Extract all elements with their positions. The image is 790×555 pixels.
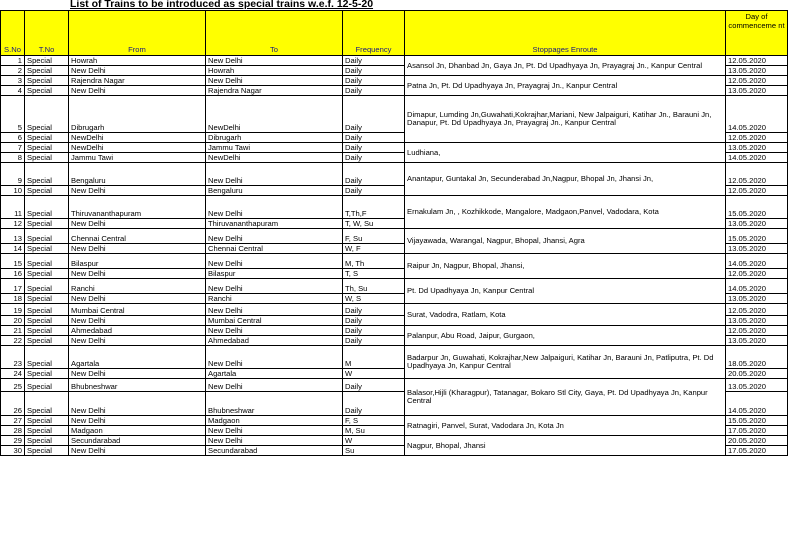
cell-frequency: Daily xyxy=(343,163,405,186)
cell-from: Jammu Tawi xyxy=(69,153,206,163)
cell-frequency: Daily xyxy=(343,153,405,163)
cell-frequency: Daily xyxy=(343,316,405,326)
cell-commencement: 14.05.2020 xyxy=(726,279,788,294)
cell-tno: Special xyxy=(25,346,69,369)
cell-tno: Special xyxy=(25,294,69,304)
cell-from: Thiruvananthapuram xyxy=(69,196,206,219)
cell-sno: 4 xyxy=(1,86,25,96)
cell-to: Ahmedabad xyxy=(206,336,343,346)
cell-stoppages: Ludhiana, xyxy=(405,143,726,163)
document-title: List of Trains to be introduced as special trains w.e.f. 12-5-20 xyxy=(70,0,374,10)
cell-sno: 24 xyxy=(1,369,25,379)
cell-to: New Delhi xyxy=(206,196,343,219)
cell-frequency: F, Su xyxy=(343,229,405,244)
cell-commencement: 15.05.2020 xyxy=(726,416,788,426)
col-header-tno: T.No xyxy=(25,11,69,56)
cell-sno: 3 xyxy=(1,76,25,86)
cell-to: Howrah xyxy=(206,66,343,76)
cell-tno: Special xyxy=(25,269,69,279)
cell-stoppages: Patna Jn, Pt. Dd Upadhyaya Jn, Prayagraj Jn., Kanpur Central xyxy=(405,76,726,96)
cell-to: Jammu Tawi xyxy=(206,143,343,153)
cell-from: Howrah xyxy=(69,56,206,66)
cell-sno: 30 xyxy=(1,446,25,456)
cell-frequency: Su xyxy=(343,446,405,456)
cell-to: New Delhi xyxy=(206,304,343,316)
col-header-to: To xyxy=(206,11,343,56)
cell-from: New Delhi xyxy=(69,294,206,304)
cell-sno: 15 xyxy=(1,254,25,269)
cell-frequency: Daily xyxy=(343,326,405,336)
cell-from: Dibrugarh xyxy=(69,96,206,133)
cell-frequency: Daily xyxy=(343,86,405,96)
table-row xyxy=(1,326,788,336)
cell-from: New Delhi xyxy=(69,86,206,96)
cell-from: New Delhi xyxy=(69,316,206,326)
cell-frequency: Th, Su xyxy=(343,279,405,294)
cell-from: Bengaluru xyxy=(69,163,206,186)
cell-from: Mumbai Central xyxy=(69,304,206,316)
cell-from: New Delhi xyxy=(69,219,206,229)
cell-to: New Delhi xyxy=(206,346,343,369)
train-table-container xyxy=(0,10,790,456)
table-row xyxy=(1,379,788,392)
cell-sno: 29 xyxy=(1,436,25,446)
train-table xyxy=(0,10,788,456)
cell-stoppages: Ernakulam Jn, , Kozhikkode, Mangalore, Madgaon,Panvel, Vadodara, Kota xyxy=(405,196,726,229)
cell-frequency: T, W, Su xyxy=(343,219,405,229)
table-row xyxy=(1,436,788,446)
cell-to: New Delhi xyxy=(206,426,343,436)
cell-to: Madgaon xyxy=(206,416,343,426)
cell-from: Ranchi xyxy=(69,279,206,294)
cell-tno: Special xyxy=(25,254,69,269)
cell-frequency: W, S xyxy=(343,294,405,304)
cell-commencement: 12.05.2020 xyxy=(726,269,788,279)
cell-sno: 10 xyxy=(1,186,25,196)
cell-stoppages: Badarpur Jn, Guwahati, Kokrajhar,New Jalpaiguri, Katihar Jn, Barauni Jn, Patliputra, Pt. Dd Upadhyaya Jn, Kanpur Central xyxy=(405,346,726,379)
cell-sno: 14 xyxy=(1,244,25,254)
cell-stoppages: Balasor,Hijli (Kharagpur), Tatanagar, Bokaro Stl City, Gaya, Pt. Dd Upadhyaya Jn, Kanpur Central xyxy=(405,379,726,416)
cell-to: New Delhi xyxy=(206,229,343,244)
cell-tno: Special xyxy=(25,426,69,436)
cell-stoppages: Asansol Jn, Dhanbad Jn, Gaya Jn, Pt. Dd Upadhyaya Jn, Prayagraj Jn., Kanpur Central xyxy=(405,56,726,76)
cell-tno: Special xyxy=(25,133,69,143)
cell-frequency: Daily xyxy=(343,336,405,346)
table-row xyxy=(1,229,788,244)
col-header-sno: S.No xyxy=(1,11,25,56)
cell-sno: 1 xyxy=(1,56,25,66)
cell-sno: 12 xyxy=(1,219,25,229)
cell-frequency: Daily xyxy=(343,379,405,392)
cell-tno: Special xyxy=(25,196,69,219)
cell-sno: 16 xyxy=(1,269,25,279)
cell-from: Agartala xyxy=(69,346,206,369)
cell-frequency: Daily xyxy=(343,392,405,416)
table-row xyxy=(1,304,788,316)
cell-tno: Special xyxy=(25,436,69,446)
cell-frequency: W, F xyxy=(343,244,405,254)
cell-commencement: 13.05.2020 xyxy=(726,244,788,254)
cell-sno: 20 xyxy=(1,316,25,326)
cell-sno: 27 xyxy=(1,416,25,426)
cell-stoppages: Pt. Dd Upadhyaya Jn, Kanpur Central xyxy=(405,279,726,304)
cell-commencement: 12.05.2020 xyxy=(726,56,788,66)
cell-commencement: 20.05.2020 xyxy=(726,369,788,379)
cell-frequency: Daily xyxy=(343,66,405,76)
cell-from: New Delhi xyxy=(69,336,206,346)
cell-tno: Special xyxy=(25,219,69,229)
cell-from: NewDelhi xyxy=(69,143,206,153)
table-row xyxy=(1,143,788,153)
cell-to: Bilaspur xyxy=(206,269,343,279)
cell-frequency: M xyxy=(343,346,405,369)
cell-frequency: W xyxy=(343,369,405,379)
cell-frequency: F, S xyxy=(343,416,405,426)
header-row xyxy=(1,11,788,56)
cell-tno: Special xyxy=(25,279,69,294)
cell-commencement: 13.05.2020 xyxy=(726,336,788,346)
table-row xyxy=(1,76,788,86)
cell-to: Dibrugarh xyxy=(206,133,343,143)
cell-sno: 22 xyxy=(1,336,25,346)
cell-to: New Delhi xyxy=(206,163,343,186)
cell-to: Bhubneshwar xyxy=(206,392,343,416)
cell-frequency: W xyxy=(343,436,405,446)
cell-commencement: 14.05.2020 xyxy=(726,254,788,269)
cell-sno: 11 xyxy=(1,196,25,219)
cell-tno: Special xyxy=(25,316,69,326)
cell-to: Mumbai Central xyxy=(206,316,343,326)
cell-tno: Special xyxy=(25,326,69,336)
cell-to: New Delhi xyxy=(206,76,343,86)
cell-from: New Delhi xyxy=(69,244,206,254)
cell-tno: Special xyxy=(25,143,69,153)
cell-commencement: 17.05.2020 xyxy=(726,446,788,456)
cell-to: Secundarabad xyxy=(206,446,343,456)
cell-to: Agartala xyxy=(206,369,343,379)
cell-to: NewDelhi xyxy=(206,96,343,133)
cell-frequency: T,Th,F xyxy=(343,196,405,219)
table-row xyxy=(1,163,788,186)
cell-from: New Delhi xyxy=(69,369,206,379)
cell-commencement: 18.05.2020 xyxy=(726,346,788,369)
cell-commencement: 12.05.2020 xyxy=(726,133,788,143)
cell-commencement: 12.05.2020 xyxy=(726,304,788,316)
cell-from: Ahmedabad xyxy=(69,326,206,336)
cell-from: Chennai Central xyxy=(69,229,206,244)
cell-commencement: 13.05.2020 xyxy=(726,316,788,326)
cell-sno: 21 xyxy=(1,326,25,336)
cell-tno: Special xyxy=(25,416,69,426)
cell-commencement: 14.05.2020 xyxy=(726,153,788,163)
cell-tno: Special xyxy=(25,244,69,254)
cell-sno: 28 xyxy=(1,426,25,436)
cell-stoppages: Anantapur, Guntakal Jn, Secunderabad Jn,Nagpur, Bhopal Jn, Jhansi Jn, xyxy=(405,163,726,196)
cell-sno: 18 xyxy=(1,294,25,304)
table-body xyxy=(1,56,788,456)
cell-from: New Delhi xyxy=(69,269,206,279)
cell-sno: 26 xyxy=(1,392,25,416)
table-row xyxy=(1,56,788,66)
cell-stoppages: Dimapur, Lumding Jn,Guwahati,Kokrajhar,Mariani, New Jalpaiguri, Katihar Jn., Barauni Jn, Danapur, Pt. Dd Upadhyaya Jn, Prayagraj Jn., Kanpur Central xyxy=(405,96,726,143)
cell-to: New Delhi xyxy=(206,279,343,294)
cell-from: Madgaon xyxy=(69,426,206,436)
cell-stoppages: Palanpur, Abu Road, Jaipur, Gurgaon, xyxy=(405,326,726,346)
cell-commencement: 14.05.2020 xyxy=(726,96,788,133)
cell-from: New Delhi xyxy=(69,416,206,426)
cell-tno: Special xyxy=(25,304,69,316)
cell-commencement: 15.05.2020 xyxy=(726,196,788,219)
cell-frequency: Daily xyxy=(343,186,405,196)
cell-commencement: 13.05.2020 xyxy=(726,379,788,392)
table-row xyxy=(1,254,788,269)
cell-from: Secundarabad xyxy=(69,436,206,446)
cell-from: NewDelhi xyxy=(69,133,206,143)
cell-to: New Delhi xyxy=(206,56,343,66)
cell-from: New Delhi xyxy=(69,66,206,76)
cell-frequency: M, Th xyxy=(343,254,405,269)
cell-stoppages: Ratnagiri, Panvel, Surat, Vadodara Jn, Kota Jn xyxy=(405,416,726,436)
cell-frequency: Daily xyxy=(343,304,405,316)
cell-frequency: Daily xyxy=(343,56,405,66)
cell-commencement: 14.05.2020 xyxy=(726,392,788,416)
cell-commencement: 13.05.2020 xyxy=(726,66,788,76)
cell-tno: Special xyxy=(25,96,69,133)
cell-sno: 19 xyxy=(1,304,25,316)
cell-commencement: 12.05.2020 xyxy=(726,163,788,186)
cell-tno: Special xyxy=(25,163,69,186)
cell-commencement: 20.05.2020 xyxy=(726,436,788,446)
cell-stoppages: Surat, Vadodra, Ratlam, Kota xyxy=(405,304,726,326)
cell-sno: 23 xyxy=(1,346,25,369)
cell-tno: Special xyxy=(25,56,69,66)
cell-tno: Special xyxy=(25,369,69,379)
cell-to: Bengaluru xyxy=(206,186,343,196)
cell-frequency: M, Su xyxy=(343,426,405,436)
cell-to: Rajendra Nagar xyxy=(206,86,343,96)
cell-tno: Special xyxy=(25,76,69,86)
cell-to: New Delhi xyxy=(206,436,343,446)
cell-commencement: 13.05.2020 xyxy=(726,143,788,153)
cell-from: New Delhi xyxy=(69,186,206,196)
cell-sno: 5 xyxy=(1,96,25,133)
cell-frequency: Daily xyxy=(343,96,405,133)
cell-sno: 17 xyxy=(1,279,25,294)
cell-from: New Delhi xyxy=(69,392,206,416)
cell-tno: Special xyxy=(25,229,69,244)
cell-to: Chennai Central xyxy=(206,244,343,254)
cell-commencement: 13.05.2020 xyxy=(726,219,788,229)
cell-to: NewDelhi xyxy=(206,153,343,163)
cell-stoppages: Nagpur, Bhopal, Jhansi xyxy=(405,436,726,456)
cell-frequency: Daily xyxy=(343,133,405,143)
cell-from: Rajendra Nagar xyxy=(69,76,206,86)
cell-stoppages: Vijayawada, Warangal, Nagpur, Bhopal, Jhansi, Agra xyxy=(405,229,726,254)
col-header-stoppages: Stoppages Enroute xyxy=(405,11,726,56)
cell-stoppages: Raipur Jn, Nagpur, Bhopal, Jhansi, xyxy=(405,254,726,279)
cell-commencement: 12.05.2020 xyxy=(726,76,788,86)
cell-tno: Special xyxy=(25,66,69,76)
col-header-from: From xyxy=(69,11,206,56)
cell-frequency: Daily xyxy=(343,143,405,153)
table-row xyxy=(1,196,788,219)
cell-sno: 25 xyxy=(1,379,25,392)
table-row xyxy=(1,96,788,133)
cell-sno: 7 xyxy=(1,143,25,153)
cell-commencement: 12.05.2020 xyxy=(726,186,788,196)
cell-frequency: T, S xyxy=(343,269,405,279)
cell-from: Bilaspur xyxy=(69,254,206,269)
col-header-commencement: Day of commenceme nt xyxy=(726,11,788,56)
cell-sno: 13 xyxy=(1,229,25,244)
cell-tno: Special xyxy=(25,86,69,96)
cell-tno: Special xyxy=(25,379,69,392)
cell-sno: 2 xyxy=(1,66,25,76)
cell-to: New Delhi xyxy=(206,254,343,269)
cell-commencement: 12.05.2020 xyxy=(726,326,788,336)
cell-from: Bhubneshwar xyxy=(69,379,206,392)
cell-commencement: 13.05.2020 xyxy=(726,294,788,304)
cell-commencement: 15.05.2020 xyxy=(726,229,788,244)
cell-tno: Special xyxy=(25,153,69,163)
cell-commencement: 17.05.2020 xyxy=(726,426,788,436)
table-row xyxy=(1,279,788,294)
cell-to: Thiruvananthapuram xyxy=(206,219,343,229)
cell-sno: 6 xyxy=(1,133,25,143)
cell-tno: Special xyxy=(25,336,69,346)
cell-tno: Special xyxy=(25,446,69,456)
col-header-frequency: Frequency xyxy=(343,11,405,56)
cell-tno: Special xyxy=(25,186,69,196)
cell-sno: 8 xyxy=(1,153,25,163)
cell-sno: 9 xyxy=(1,163,25,186)
cell-tno: Special xyxy=(25,392,69,416)
cell-frequency: Daily xyxy=(343,76,405,86)
table-row xyxy=(1,346,788,369)
cell-to: Ranchi xyxy=(206,294,343,304)
cell-from: New Delhi xyxy=(69,446,206,456)
cell-to: New Delhi xyxy=(206,379,343,392)
cell-commencement: 13.05.2020 xyxy=(726,86,788,96)
table-row xyxy=(1,416,788,426)
cell-to: New Delhi xyxy=(206,326,343,336)
